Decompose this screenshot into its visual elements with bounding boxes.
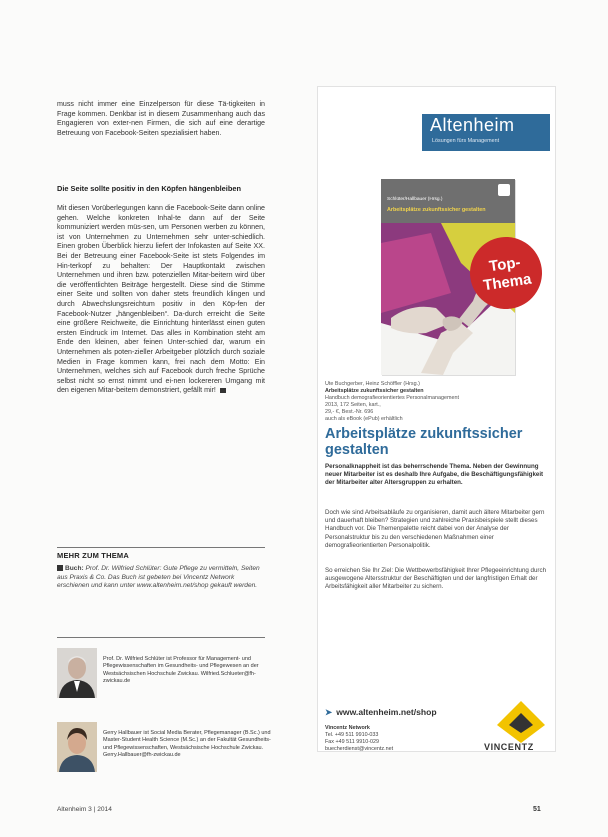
more-text: Buch: Prof. Dr. Wilfried Schlüter: Gute Pflege zu vermitteln, Seiten aus Praxis & Co. Das Buch ist gebeten bei Vincentz Network erschienen und kann unter www.altenheim.net/shop gekauft werden.	[57, 565, 260, 590]
article-body: Mit diesen Vorüberlegungen kann die Facebook-Seite dann online gehen. Welche konkreten Inhal-te dann auf der Seite kommuniziert werden müs-sen, um Personen werben zu können, ist von Unternehmen zu Unternehmen sehr unter-schiedlich. Einen groben Überblick hierzu liefert der Infokasten auf Seite XX. Bei der Betreuung einer Facebook-Seite ist stets Folgendes im Hin-terkopf zu behalten: Der Hauptkontakt zwischen Unternehmen und ihren bzw. potenziellen Mitar-beitern wird über die veröffentlichten Beiträge hergestellt. Diese sind die Stimme einer Seite und sollten von daher stets freundlich klingen und durch Abwechslungsreichtum positiv in den Köp-fen der Facebook-Nutzer „hängenbleiben“. Da-durch erreicht die Seite eine größere Reichweite, die Einrichtung hinterlässt einen guten ersten Eindruck im Internet. Das alles in Kombination steht am Ende den kleinen, aber feinen Unter-schied dar, warum ein Unternehmen als poten-zieller Arbeitgeber plötzlich durch soziale Medien in Frage kommen kann, frei nach dem Motto: Ein Unternehmen, welches sich auf Facebook durch freche Sprüche selbst nicht so ernst nimmt und ei-nen lockereren Umgang mit den eigenen Mitar-beitern demonstriert, gefällt mir!	[57, 204, 265, 395]
brand-logo: Altenheim Lösungen fürs Management	[422, 114, 550, 151]
book-caption: Ute Buchgerber, Heinz Schöffler (Hrsg.) Arbeitsplätze zukunftssicher gestalten Handbuch demografieorientiertes Personalmanagement 2013, 172 Seiten, kart., 29,- €, Best.-Nr. 696 auch als eBook (ePub) erhältlich	[325, 381, 459, 422]
more-heading: MEHR ZUM THEMA	[57, 551, 129, 560]
book-icon	[57, 565, 63, 571]
ad-paragraph: So erreichen Sie Ihr Ziel: Die Wettbewerbsfähigkeit Ihrer Pflegeeinrichtung durch ausgewogene Altersstruktur der Beschäftigten und der langfristigen Erhalt der Arbeitsfähigkeit aller Mitarbeiter zu sichern.	[325, 567, 547, 591]
article-intro: muss nicht immer eine Einzelperson für diese Tä-tigkeiten in Frage kommen. Denkbar ist in diesem Zusammenhang auch das Engagieren von exter-nen Firmen, die sich auf eine derartige Betreuung von Facebook-Seiten spezialisiert haben.	[57, 100, 265, 137]
footer-issue: Altenheim 3 | 2014	[57, 806, 112, 813]
contact-info: Vincentz Network Tel. +49 511 9910-033 Fax +49 511 9910-029 buecherdienst@vincentz.net	[325, 725, 394, 752]
avatar	[57, 722, 97, 772]
ad-paragraph: Doch wie sind Arbeitsabläufe zu organisieren, damit auch ältere Mitarbeiter gern und dauerhaft bleiben? Strategien und zahlreiche Praxisbeispiele stellt dieses Handbuch vor. Die Themenpalette reicht dabei von der Analyse der Personalstruktur bis zu den verschiedenen Maßnahmen einer demografieorientierten Personalpolitik.	[325, 509, 545, 549]
shop-link[interactable]: ➤ www.altenheim.net/shop	[325, 707, 437, 717]
ad-header	[318, 87, 555, 155]
author-bio: Gerry Hallbauer ist Social Media Berater, Pflegemanager (B.Sc.) und Master-Student Health Science (M.Sc.) an der Fakultät Gesundheits- und Pflegewissenschaften, Westsächsische Hochschule Zwickau. Gerry.Hallbauer@fh-zwickau.de	[103, 730, 271, 759]
book-cover: Schlüter/Hallbauer (Hrsg.) Arbeitsplätze zukunftssicher gestalten	[381, 179, 515, 375]
book-advertisement	[317, 86, 556, 752]
ad-title: Arbeitsplätze zukunftssicher gestalten	[325, 426, 523, 458]
ad-lead: Personalknappheit ist das beherrschende Thema. Neben der Gewinnung neuer Mitarbeiter ist es deshalb Ihre Aufgabe, die Beschäftigungsfähigkeit der Mitarbeiter alter Altersgruppen zu erhalten.	[325, 463, 544, 487]
avatar	[57, 648, 97, 698]
article-subheading: Die Seite sollte positiv in den Köpfen hängenbleiben	[57, 184, 241, 193]
divider	[57, 637, 265, 638]
author-block	[57, 722, 272, 784]
top-topic-badge: Top- Thema	[465, 232, 546, 313]
vincentz-logo-icon	[495, 699, 547, 745]
publisher-icon	[498, 184, 510, 196]
author-bio: Prof. Dr. Wilfried Schlüter ist Professor für Management- und Pflegewissenschaften im Gesundheits- und Pflegewesen an der Westsächsischen Hochschule Zwickau. Wilfried.Schlueter@fh-zwickau.de	[103, 656, 259, 685]
author-block	[57, 648, 272, 710]
vincentz-wordmark: VINCENTZ	[484, 742, 534, 752]
end-mark-icon	[220, 388, 226, 393]
page-number: 51	[533, 806, 541, 813]
arrow-right-icon: ➤	[325, 707, 333, 717]
divider	[57, 547, 265, 548]
